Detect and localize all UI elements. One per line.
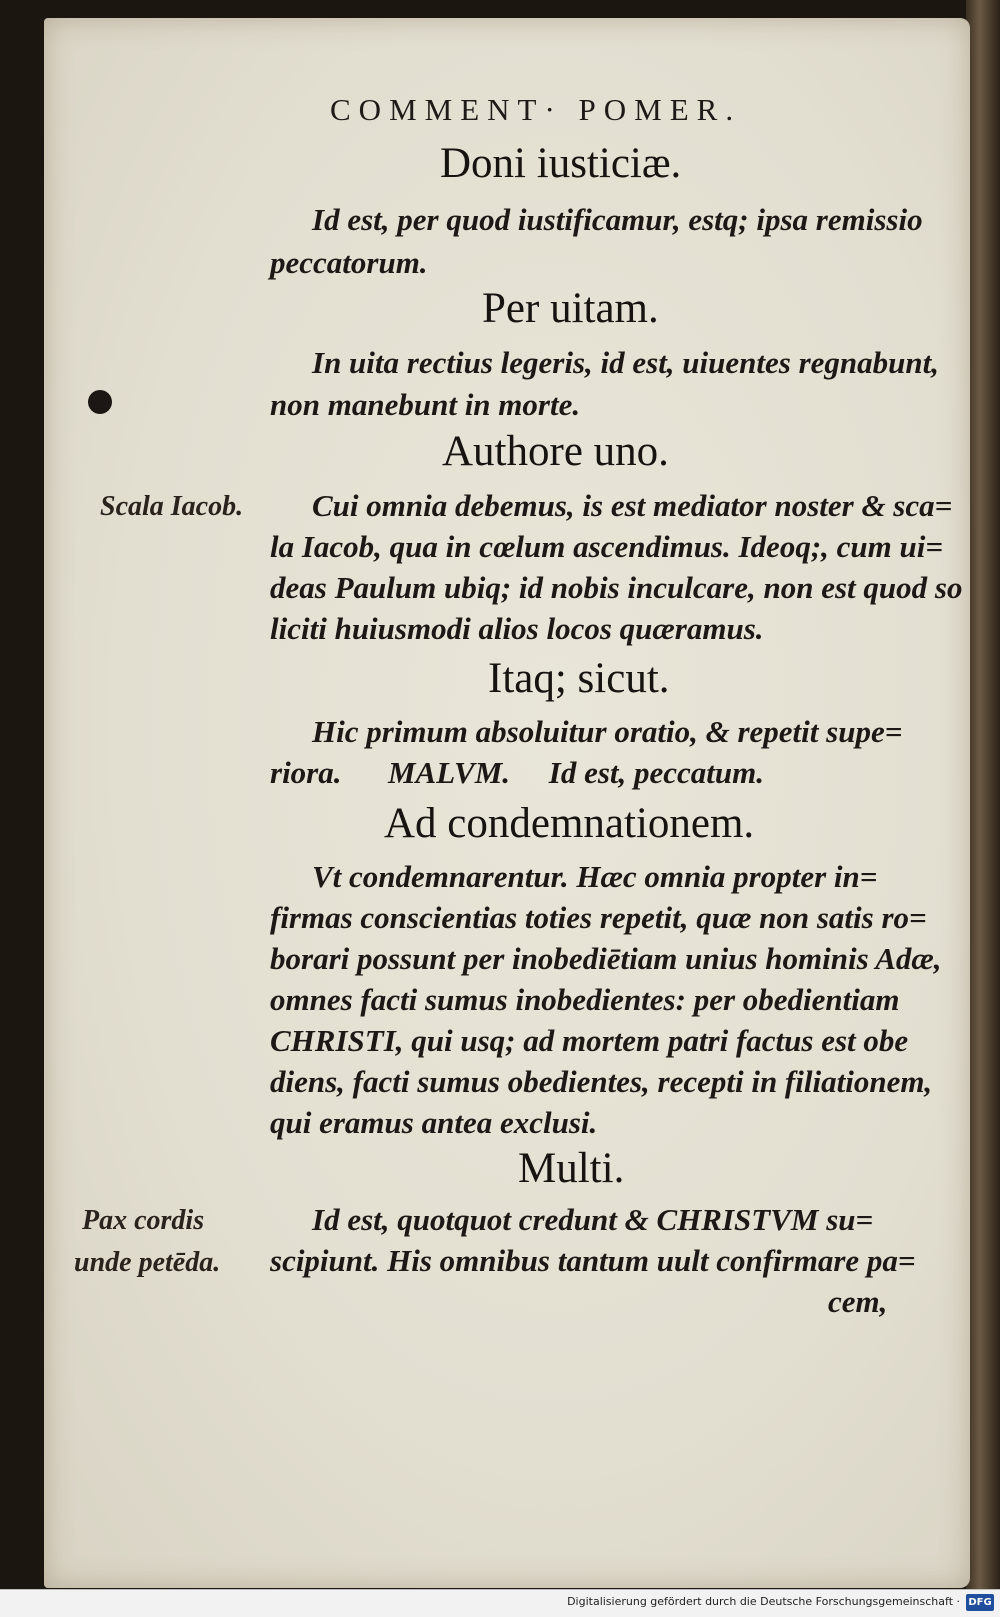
margin-note-pax: unde petēda. (74, 1247, 221, 1278)
book-spine (966, 0, 1000, 1590)
text-line: omnes facti sumus inobedientes: per obedientiam (270, 982, 900, 1017)
text-line: non manebunt in morte. (270, 387, 581, 422)
text-line: borari possunt per inobediētiam unius hominis Adæ, (270, 941, 942, 976)
text-line: diens, facti sumus obedientes, recepti in filiationem, (270, 1064, 933, 1099)
margin-note-scala: Scala Iacob. (100, 491, 244, 522)
text-line: Cui omnia debemus, is est mediator noster & sca= (312, 488, 953, 523)
digitization-footer (0, 1589, 1000, 1617)
text-line: Id est, per quod iustificamur, estq; ipsa remissio (312, 202, 923, 237)
text-line: firmas conscientias toties repetit, quæ non satis ro= (270, 900, 927, 935)
running-head: COMMENT· POMER. (330, 92, 742, 127)
section-heading: Per uitam. (482, 285, 659, 332)
section-heading: Doni iusticiæ. (440, 140, 682, 187)
text-line: deas Paulum ubiq; id nobis inculcare, non est quod so (270, 570, 963, 605)
text-line: In uita rectius legeris, id est, uiuentes regnabunt, (312, 345, 939, 380)
text-line: peccatorum. (270, 245, 428, 280)
catchword: cem, (828, 1284, 888, 1319)
section-heading: Ad condemnationem. (384, 800, 755, 847)
text-line: scipiunt. His omnibus tantum uult confirmare pa= (270, 1243, 916, 1278)
text-line: Hic primum absoluitur oratio, & repetit supe= (312, 714, 903, 749)
text-line: riora. MALVM. Id est, peccatum. (270, 755, 765, 790)
section-heading: Multi. (518, 1145, 625, 1192)
text-line: CHRISTI, qui usq; ad mortem patri factus est obe (270, 1023, 909, 1058)
text-line: liciti huiusmodi alios locos quæramus. (270, 611, 764, 646)
text-line: la Iacob, qua in cœlum ascendimus. Ideoq;, cum ui= (270, 529, 944, 564)
footer-credit: Digitalisierung gefördert durch die Deutsche Forschungsgemeinschaft · (567, 1595, 960, 1608)
text-line: qui eramus antea exclusi. (270, 1105, 598, 1140)
text-line: Vt condemnarentur. Hæc omnia propter in= (312, 859, 878, 894)
text-line: Id est, quotquot credunt & CHRISTVM su= (312, 1202, 874, 1237)
section-heading: Itaq; sicut. (488, 655, 670, 702)
dfg-logo-icon: DFG (966, 1594, 994, 1611)
margin-bullet (88, 390, 112, 414)
margin-note-pax: Pax cordis (82, 1205, 205, 1236)
section-heading: Authore uno. (442, 428, 669, 475)
